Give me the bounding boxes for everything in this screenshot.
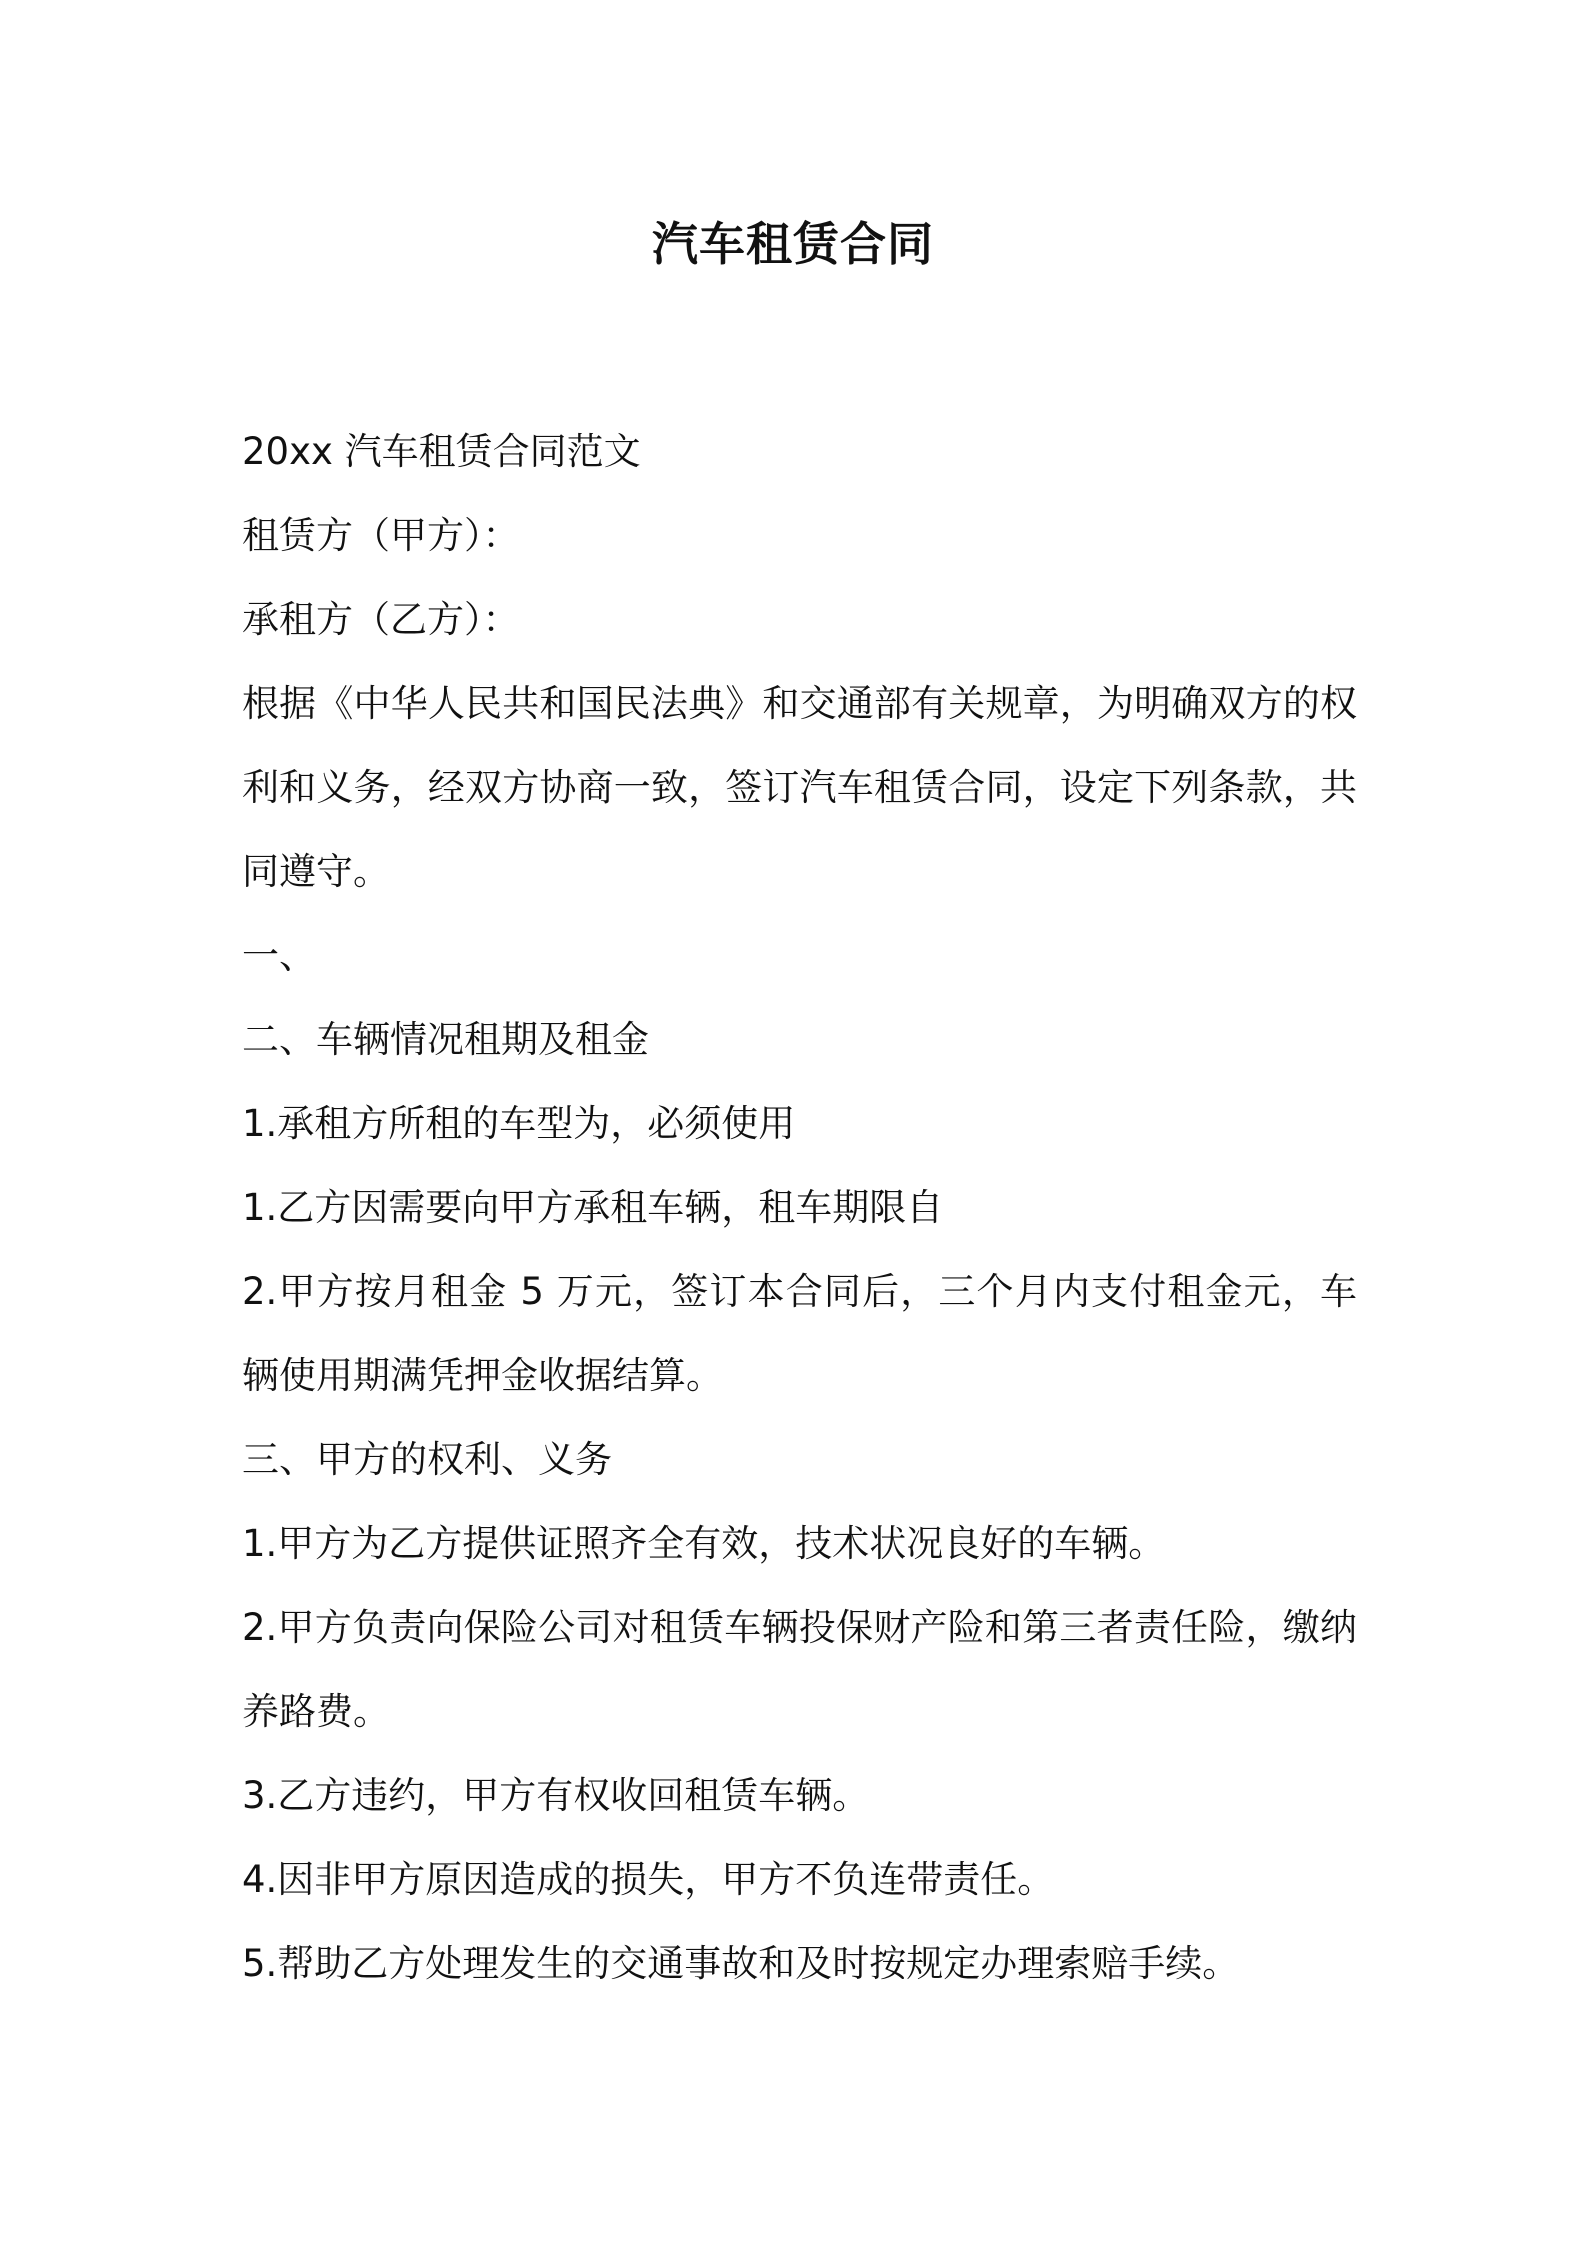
clause-lessor-insurance: 2.甲方负责向保险公司对租赁车辆投保财产险和第三者责任险，缴纳养路费。: [242, 1606, 1357, 1733]
clause-rent-payment: 2.甲方按月租金 5 万元，签订本合同后，三个月内支付租金元，车辆使用期满凭押金收据结算。: [242, 1270, 1357, 1397]
paragraph-lessee: 承租方（乙方）：: [242, 598, 520, 641]
paragraph-lessor: 租赁方（甲方）：: [242, 514, 520, 557]
section-one-heading: 一、: [242, 934, 316, 977]
document-title: 汽车租赁合同: [652, 217, 934, 271]
document-body: [242, 410, 1362, 2006]
clause-lessor-recover-vehicle: 3.乙方违约，甲方有权收回租赁车辆。: [242, 1774, 870, 1817]
clause-vehicle-model: 1.承租方所租的车型为，必须使用: [242, 1102, 796, 1145]
section-two-heading: 二、车辆情况租期及租金: [242, 1018, 649, 1061]
paragraph-heading: 20xx 汽车租赁合同范文: [242, 430, 641, 473]
clause-lessor-provide-vehicle: 1.甲方为乙方提供证照齐全有效，技术状况良好的车辆。: [242, 1522, 1166, 1565]
clause-lessor-assist-accident: 5.帮助乙方处理发生的交通事故和及时按规定办理索赔手续。: [242, 1942, 1240, 1985]
clause-rental-period: 1.乙方因需要向甲方承租车辆，租车期限自: [242, 1186, 944, 1229]
clause-lessor-no-liability: 4.因非甲方原因造成的损失，甲方不负连带责任。: [242, 1858, 1055, 1901]
paragraph-preamble: 根据《中华人民共和国民法典》和交通部有关规章，为明确双方的权利和义务，经双方协商一致，签订汽车租赁合同，设定下列条款，共同遵守。: [242, 682, 1357, 893]
section-three-heading: 三、甲方的权利、义务: [242, 1438, 612, 1481]
